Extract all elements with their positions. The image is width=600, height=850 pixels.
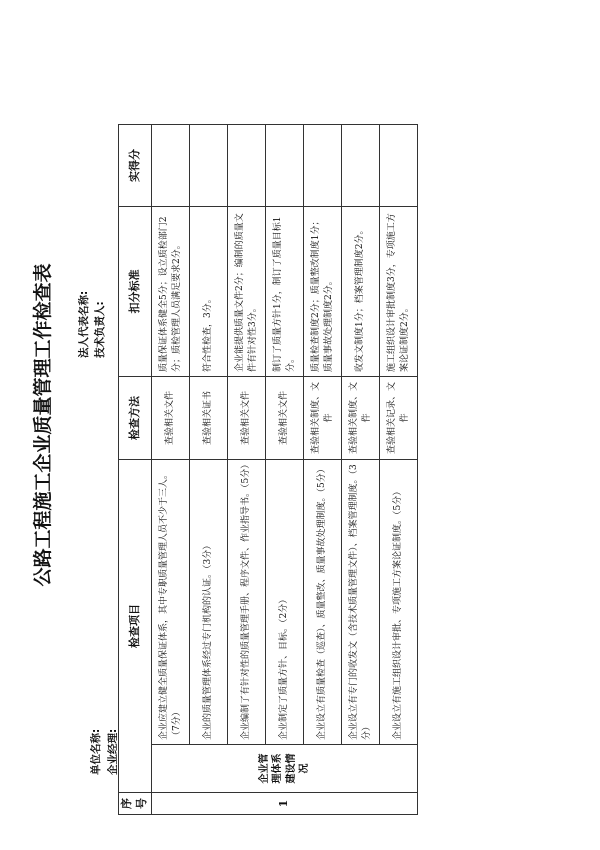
table-row bbox=[380, 125, 418, 815]
manager-label: 企业经理: bbox=[107, 728, 119, 775]
standard-cell: 收发文制度1分；档案管理制度2分。 bbox=[342, 207, 380, 377]
seq-cell: 1 bbox=[152, 793, 418, 815]
score-cell[interactable] bbox=[266, 125, 304, 207]
score-cell[interactable] bbox=[342, 125, 380, 207]
method-cell: 查验相关文件 bbox=[266, 377, 304, 460]
standard-cell: 制订了质量方针1分，制订了质量目标1分。 bbox=[266, 207, 304, 377]
method-cell: 查验相关记录、文件 bbox=[380, 377, 418, 460]
standard-cell: 符合性检查，3分。 bbox=[190, 207, 228, 377]
col-header-seq: 序号 bbox=[119, 793, 152, 815]
col-header-item: 检查项目 bbox=[119, 460, 152, 793]
score-cell[interactable] bbox=[152, 125, 190, 207]
legal-rep-label: 法人代表名称: bbox=[78, 290, 90, 358]
table-row bbox=[190, 125, 228, 815]
standard-cell: 企业能提供质量文件2分；编制的质量文件有针对性3分。 bbox=[228, 207, 266, 377]
standard-cell: 质量检查制度2分；质量整改制度1分；质量事故处理制度2分。 bbox=[304, 207, 342, 377]
col-header-score: 实得分 bbox=[119, 125, 152, 207]
item-cell: 企业设立有专门的收发文（含技术质量管理文件）、档案管理制度。（3分） bbox=[342, 460, 380, 745]
table-row bbox=[304, 125, 342, 815]
score-cell[interactable] bbox=[380, 125, 418, 207]
item-cell: 企业设立有施工组织设计审批、专项施工方案论证制度。（5分） bbox=[380, 460, 418, 745]
category-cell: 企业管理体系建设情况 bbox=[152, 745, 418, 793]
item-cell: 企业的质量管理体系经过专门机构的认证。（3分） bbox=[190, 460, 228, 745]
score-cell[interactable] bbox=[190, 125, 228, 207]
method-cell: 查验相关制度、文件 bbox=[342, 377, 380, 460]
method-cell: 查验相关制度、文件 bbox=[304, 377, 342, 460]
tech-lead-label: 技术负责人: bbox=[94, 301, 106, 358]
col-header-standard: 扣分标准 bbox=[119, 207, 152, 377]
score-cell[interactable] bbox=[304, 125, 342, 207]
method-cell: 查验相关证书 bbox=[190, 377, 228, 460]
score-cell[interactable] bbox=[228, 125, 266, 207]
table-row bbox=[228, 125, 266, 815]
table-header-row bbox=[119, 125, 152, 815]
method-cell: 查验相关文件 bbox=[152, 377, 190, 460]
item-cell: 企业应建立健全质量保证体系，其中专职质量管理人员不少于三人。（7分） bbox=[152, 460, 190, 745]
inspection-table bbox=[118, 124, 418, 815]
standard-cell: 施工组织设计审批制度3分，专项施工方案论证制度2分。 bbox=[380, 207, 418, 377]
table-row bbox=[342, 125, 380, 815]
page-title: 公路工程施工企业质量管理工作检查表 bbox=[32, 263, 54, 587]
item-cell: 企业制定了质量方针、目标。（2分） bbox=[266, 460, 304, 745]
col-header-method: 检查方法 bbox=[119, 377, 152, 460]
table-row bbox=[152, 125, 190, 815]
unit-name-label: 单位名称: bbox=[90, 728, 102, 775]
item-cell: 企业编制了有针对性的质量管理手册、程序文件、作业指导书。（5分） bbox=[228, 460, 266, 745]
standard-cell: 质量保证体系健全5分；设立质检部门2分；质检管理人员满足要求2分。 bbox=[152, 207, 190, 377]
item-cell: 企业设立有质量检查（巡查）、质量整改、质量事故处理制度。（5分） bbox=[304, 460, 342, 745]
method-cell: 查验相关文件 bbox=[228, 377, 266, 460]
table-row bbox=[266, 125, 304, 815]
